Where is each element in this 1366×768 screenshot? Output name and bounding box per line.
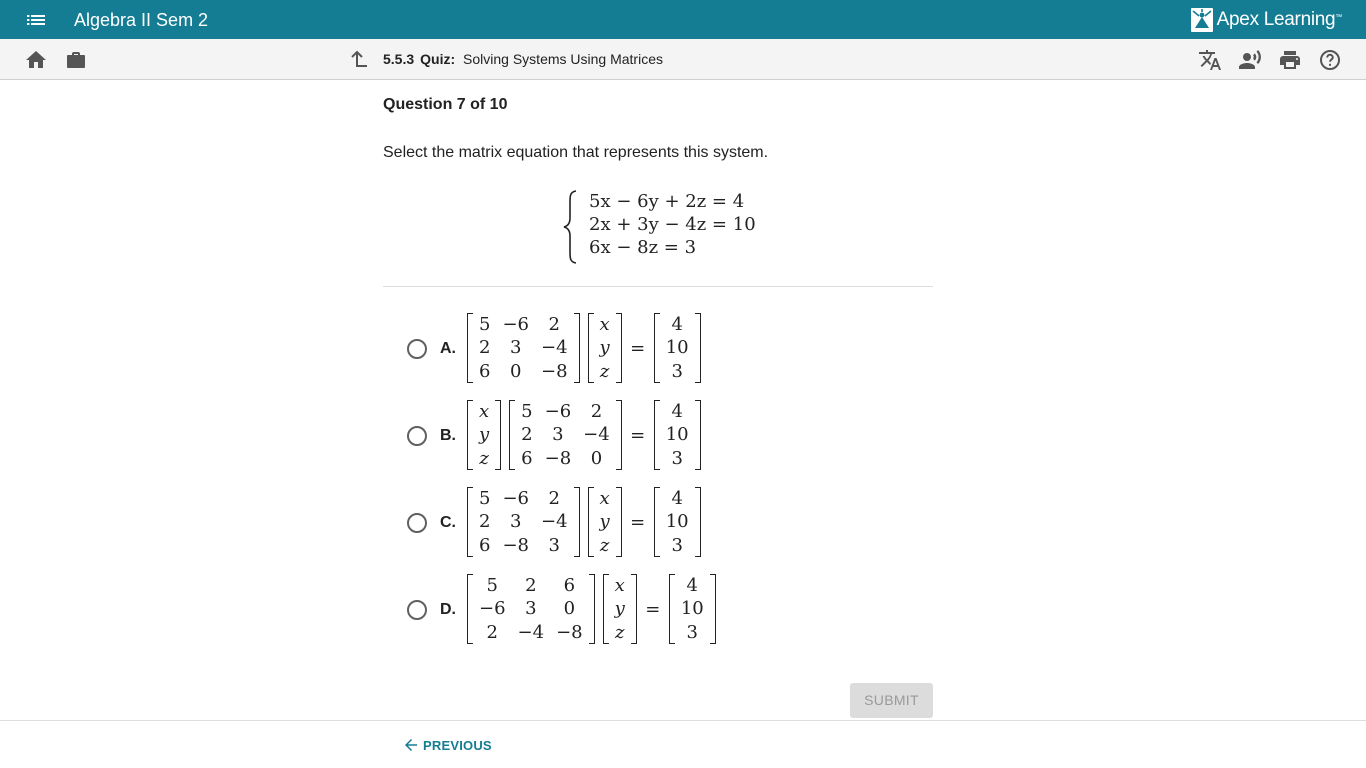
matrix-entry: y	[599, 337, 610, 359]
help-icon[interactable]	[1318, 48, 1342, 72]
previous-button[interactable]	[402, 734, 492, 756]
matrix-entry: 5	[521, 401, 533, 423]
matrix-equation	[467, 312, 701, 384]
matrix-entry: 4	[671, 488, 683, 510]
matrix-entry: 3	[686, 621, 698, 643]
constant-matrix	[654, 486, 701, 558]
matrix-entry: 2	[525, 575, 537, 597]
matrix-entry: 5	[479, 488, 491, 510]
matrix-entry: 6	[479, 360, 491, 382]
variable-matrix	[588, 312, 622, 384]
coefficient-matrix	[467, 312, 580, 384]
menu-icon[interactable]	[22, 9, 50, 31]
footer-nav	[0, 720, 1366, 768]
matrix-entry: −6	[502, 488, 529, 510]
matrix-entry: 4	[686, 575, 698, 597]
matrix-entry: −8	[502, 534, 529, 556]
back-arrow-icon[interactable]	[346, 48, 370, 72]
submit-button[interactable]: SUBMIT	[850, 683, 933, 718]
option-letter: B.	[440, 427, 456, 444]
course-title: Algebra II Sem 2	[74, 10, 209, 30]
matrix-entry: 3	[510, 337, 522, 359]
matrix-entry: 2	[548, 488, 560, 510]
system-equation: 6x − 8z = 3	[589, 237, 697, 258]
matrix-entry: −4	[541, 337, 568, 359]
matrix-entry: 5	[479, 314, 491, 336]
constant-matrix	[669, 573, 716, 645]
radio-button[interactable]	[407, 426, 427, 446]
matrix-entry: 10	[665, 337, 689, 359]
matrix-entry: 2	[486, 621, 498, 643]
option-letter: D.	[440, 601, 456, 618]
matrix-entry: 0	[590, 447, 603, 469]
matrix-entry: z	[599, 534, 610, 556]
variable-matrix	[603, 573, 637, 645]
constant-matrix	[654, 312, 701, 384]
home-icon[interactable]	[24, 48, 48, 72]
matrix-entry: −4	[583, 424, 610, 446]
matrix-entry: 3	[510, 511, 522, 533]
matrix-entry: 5	[486, 575, 498, 597]
matrix-entry: −8	[541, 360, 568, 382]
matrix-entry: −8	[556, 621, 583, 643]
top-bar	[0, 0, 1366, 39]
matrix-entry: x	[614, 575, 625, 597]
matrix-entry: 3	[552, 424, 564, 446]
lesson-toolbar	[0, 39, 1366, 80]
coefficient-matrix	[509, 399, 622, 471]
matrix-entry: 0	[563, 598, 576, 620]
matrix-entry: 10	[680, 598, 704, 620]
matrix-entry: 4	[671, 314, 683, 336]
coefficient-matrix	[467, 486, 580, 558]
matrix-entry: x	[479, 401, 490, 423]
question-number: Question 7 of 10	[383, 96, 508, 113]
matrix-entry: z	[479, 447, 489, 469]
equals-sign: =	[630, 337, 646, 359]
variable-matrix	[467, 399, 501, 471]
matrix-entry: z	[599, 360, 610, 382]
lesson-kind: Quiz:	[420, 51, 456, 67]
translate-icon[interactable]	[1198, 48, 1222, 72]
matrix-entry: z	[614, 621, 625, 643]
matrix-entry: −6	[479, 598, 506, 620]
matrix-entry: 6	[521, 447, 533, 469]
matrix-entry: y	[614, 598, 625, 620]
constant-matrix	[654, 399, 701, 471]
matrix-entry: 3	[671, 447, 683, 469]
variable-matrix	[588, 486, 622, 558]
lesson-breadcrumb	[383, 51, 663, 67]
previous-label: PREVIOUS	[423, 737, 492, 753]
apex-logo-icon	[1191, 7, 1213, 33]
radio-button[interactable]	[407, 600, 427, 620]
answer-options	[383, 80, 933, 660]
option-letter: A.	[440, 340, 456, 357]
matrix-entry: 3	[525, 598, 537, 620]
brand-name: Apex Learning™	[1216, 9, 1342, 30]
matrix-equation	[467, 573, 716, 645]
matrix-entry: −4	[541, 511, 568, 533]
matrix-entry: −8	[544, 447, 572, 469]
matrix-entry: 10	[665, 511, 689, 533]
matrix-entry: 3	[548, 534, 560, 556]
answer-option[interactable]	[403, 399, 823, 475]
system-equation: 2x + 3y − 4z = 10	[589, 214, 756, 235]
option-letter: C.	[440, 514, 456, 531]
answer-option[interactable]	[403, 312, 823, 388]
matrix-entry: y	[599, 511, 610, 533]
equals-sign: =	[630, 511, 646, 533]
matrix-equation	[467, 399, 701, 471]
radio-button[interactable]	[407, 513, 427, 533]
text-to-speech-icon[interactable]	[1238, 48, 1262, 72]
answer-option[interactable]	[403, 486, 823, 562]
matrix-entry: −4	[517, 621, 545, 643]
coefficient-matrix	[467, 573, 595, 645]
matrix-entry: 3	[671, 360, 683, 382]
matrix-entry: y	[479, 424, 490, 446]
equals-sign: =	[630, 424, 646, 446]
answer-option[interactable]	[403, 573, 823, 649]
matrix-entry: 3	[671, 534, 683, 556]
print-icon[interactable]	[1278, 48, 1302, 72]
arrow-left-icon	[402, 736, 420, 754]
lesson-title: Solving Systems Using Matrices	[463, 51, 663, 67]
question-prompt: Select the matrix equation that represents this system.	[383, 144, 769, 161]
matrix-entry: 10	[665, 424, 689, 446]
matrix-entry: 2	[521, 424, 533, 446]
matrix-equation	[467, 486, 701, 558]
matrix-entry: 6	[563, 575, 576, 597]
radio-button[interactable]	[407, 339, 427, 359]
matrix-entry: −6	[502, 314, 529, 336]
matrix-entry: x	[599, 314, 610, 336]
matrix-entry: 2	[479, 337, 491, 359]
matrix-entry: 0	[510, 360, 522, 382]
system-equation: 5x − 6y + 2z = 4	[589, 191, 745, 212]
matrix-entry: 2	[590, 401, 603, 423]
matrix-entry: 2	[548, 314, 560, 336]
briefcase-icon[interactable]	[64, 48, 88, 72]
matrix-entry: 4	[671, 401, 683, 423]
lesson-number: 5.5.3	[383, 51, 415, 67]
matrix-entry: 2	[479, 511, 491, 533]
brand-logo	[1191, 6, 1342, 34]
matrix-entry: −6	[544, 401, 572, 423]
matrix-entry: 6	[479, 534, 491, 556]
matrix-entry: x	[599, 488, 610, 510]
equals-sign: =	[645, 598, 661, 620]
